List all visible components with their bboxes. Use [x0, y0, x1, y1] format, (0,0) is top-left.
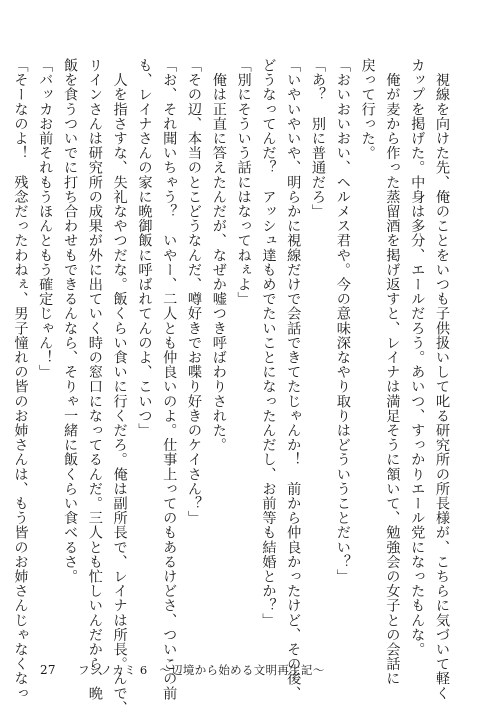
text-line: 「別にそういう話にはなってねぇよ」: [235, 58, 252, 307]
text-line: 「あ？ 別に普通だろ」: [310, 58, 327, 219]
text-line: 「いやいやいや、明らかに視線だけで会話できてたじゃんか！ 前から仲良かったけど、その後、: [285, 58, 302, 701]
running-title: フシノカミ 6 ～辺境から始める文明再生記～: [78, 663, 325, 677]
text-line: どうなってんだ？ アッシュ達もめでたいことになったんだし、お前等も結婚とか？」: [260, 58, 277, 628]
text-line: も、レイナさんの家に晩御飯に呼ばれてんのよ、こいつ」: [136, 58, 153, 438]
page-footer: [40, 662, 325, 678]
text-line: 視線を向けた先、俺のことをいつも子供扱いして叱る研究所の所長様が、こちらに気づいて軽く: [434, 58, 450, 701]
page-number: 27: [40, 663, 56, 677]
text-line: 人を指さすな、失礼なやつだな。飯くらい食いに行くだろ。俺は副所長で、レイナは所長。んで、: [111, 58, 128, 715]
text-line: 戻って行った。: [359, 58, 376, 161]
text-line: 「お、それ聞いちゃう？ いやー、二人とも仲良いのよ。仕事上ってのもあるけどさ、ついこの前: [161, 58, 178, 701]
text-line: 「バッカお前それもうほんともう確定じゃん！」: [37, 58, 54, 380]
text-line: リインさんは研究所の成果が外に出ていく時の窓口になってるんだ。三人とも忙しいんだから、晩: [86, 58, 103, 701]
text-line: 俺が麦から作った蒸留酒を掲げ返すと、レイナは満足そうに頷いて、勉強会の女子との会話に: [384, 58, 401, 686]
text-line: カップを掲げた。中身は多分、エールだろう。あいつ、すっかりエール党になったもんな。: [409, 58, 426, 657]
text-line: 飯を食うついでに打ち合わせもできるんなら、そりゃ一緒に飯くらい食べるさ。: [62, 58, 79, 584]
text-line: 俺は正直に答えたんだが、なぜか嘘つき呼ばわりされた。: [210, 58, 227, 453]
text-line: 「その辺、本当のとこどうなんだ、噂好きでお喋り好きのケイさん？」: [186, 58, 203, 526]
text-line: 「おいおいおい、ヘルメス君や。今の意味深なやり取りはどういうことだい？」: [334, 58, 351, 584]
text-line: 「そーなのよ！ 残念だったわねぇ、男子憧れの皆のお姉さんは、もう皆のお姉さんじゃなくなっ: [12, 58, 29, 701]
